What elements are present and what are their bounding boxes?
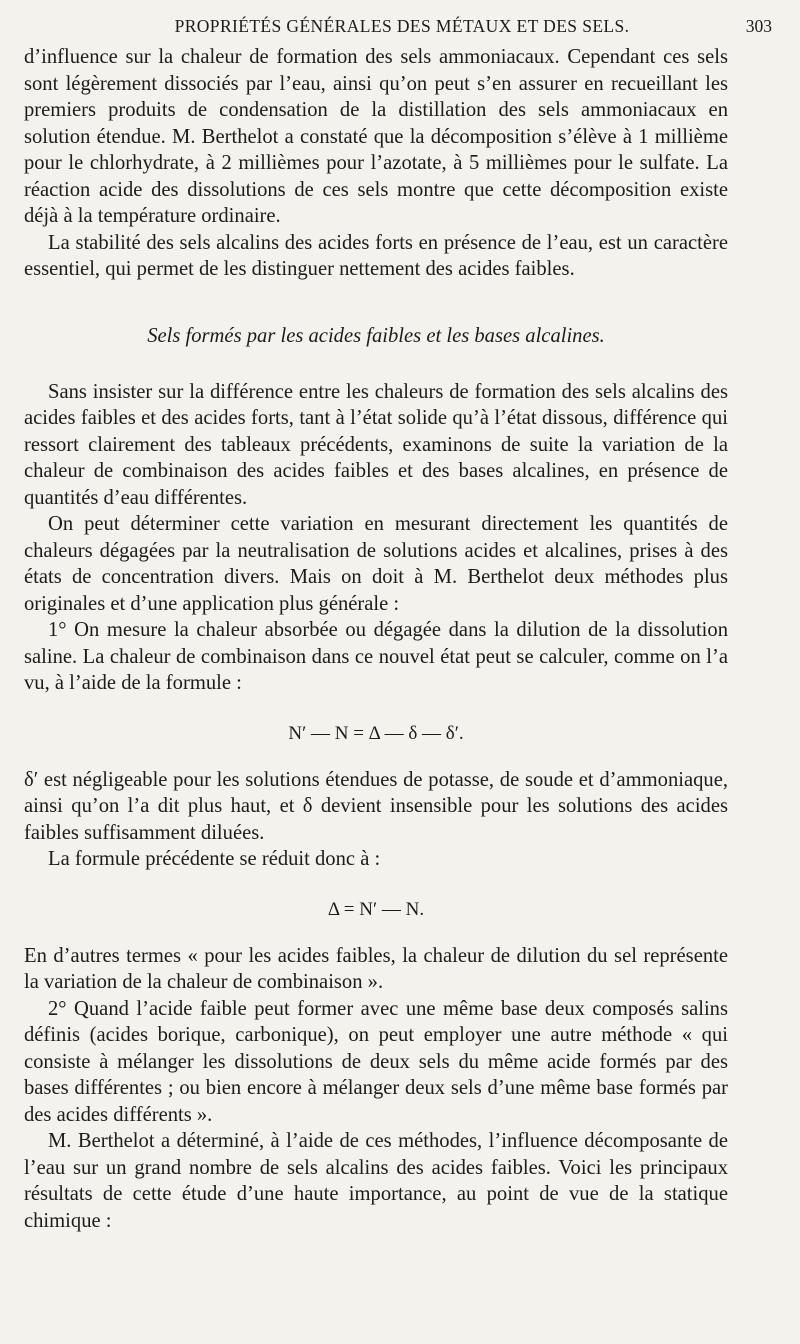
paragraph-continuation: d’influence sur la chaleur de formation des sels ammoniacaux. Cependant ces sels sont légèrement dissociés par l’eau, ainsi qu’on peut s’en assurer en recueillant les premiers produits de condensation de la distillation des sels ammoniacaux en solution étendue. M. Berthelot a constaté que la décomposition s’élève à 1 millième pour le chlorhydrate, à 2 millièmes pour l’azotate, à 5 millièmes pour le sulfate. La réaction acide des dissolutions de ces sels montre que cette décomposition existe déjà à la température ordinaire. [24, 46, 728, 227]
paragraph-results-intro: M. Berthelot a déterminé, à l’aide de ces méthodes, l’influence décomposante de l’eau sur un grand nombre de sels alcalins des acides faibles. Voici les principaux résultats de cette étude d’une haute importance, au point de vue de la statique chimique : [24, 1130, 728, 1232]
paragraph-formula-reduction: La formule précédente se réduit donc à : [48, 848, 381, 870]
paragraph-method-one: 1° On mesure la chaleur absorbée ou dégagée dans la dilution de la dissolution saline. La chaleur de combinaison dans ce nouvel état peut se calculer, comme on l’a vu, à l’aide de la formule : [24, 619, 728, 694]
body-text [24, 44, 728, 1234]
running-title: PROPRIÉTÉS GÉNÉRALES DES MÉTAUX ET DES SELS. [174, 16, 630, 36]
running-header [24, 16, 780, 40]
paragraph-weak-acid-intro: Sans insister sur la différence entre les chaleurs de formation des sels alcalins des acides faibles et des acides forts, tant à l’état solide qu’à l’état dissous, différence qui ressort clairement des tableaux précédents, examinons de suite la variation de la chaleur de combinaison des acides faibles et des bases alcalines, en présence de quantités d’eau différentes. [24, 380, 728, 509]
formula-one: N′ — N = Δ — δ — δ′. [288, 722, 464, 744]
formula-two: Δ = N′ — N. [327, 898, 425, 920]
paragraph-strong-acid-salts: La stabilité des sels alcalins des acides forts en présence de l’eau, est un caractère essentiel, qui permet de les distinguer nettement des acides faibles. [24, 231, 728, 280]
paragraph-delta-note: δ′ est négligeable pour les solutions étendues de potasse, de soude et d’ammoniaque, ainsi qu’on l’a dit plus haut, et δ devient insensible pour les solutions des acides faibles suffisamment diluées. [24, 768, 728, 844]
section-title: Sels formés par les acides faibles et les bases alcalines. [147, 324, 605, 347]
page-number: 303 [745, 16, 772, 36]
paragraph-method-two: 2° Quand l’acide faible peut former avec une même base deux composés salins définis (acides borique, carbonique), on peut employer une autre méthode « qui consiste à mélanger les dissolutions de deux sels du même acide formés par des bases différentes ; ou bien encore à mélanger deux sels d’une même base formés par des acides différents ». [24, 997, 728, 1126]
paragraph-methods-intro: On peut déterminer cette variation en mesurant directement les quantités de chaleurs dégagées par la neutralisation de solutions acides et alcalines, prises à des états de concentration divers. Mais on doit à M. Berthelot deux méthodes plus originales et d’une application plus générale : [24, 513, 728, 615]
paragraph-quote-dilution: En d’autres termes « pour les acides faibles, la chaleur de dilution du sel représente la variation de la chaleur de combinaison ». [24, 944, 728, 993]
